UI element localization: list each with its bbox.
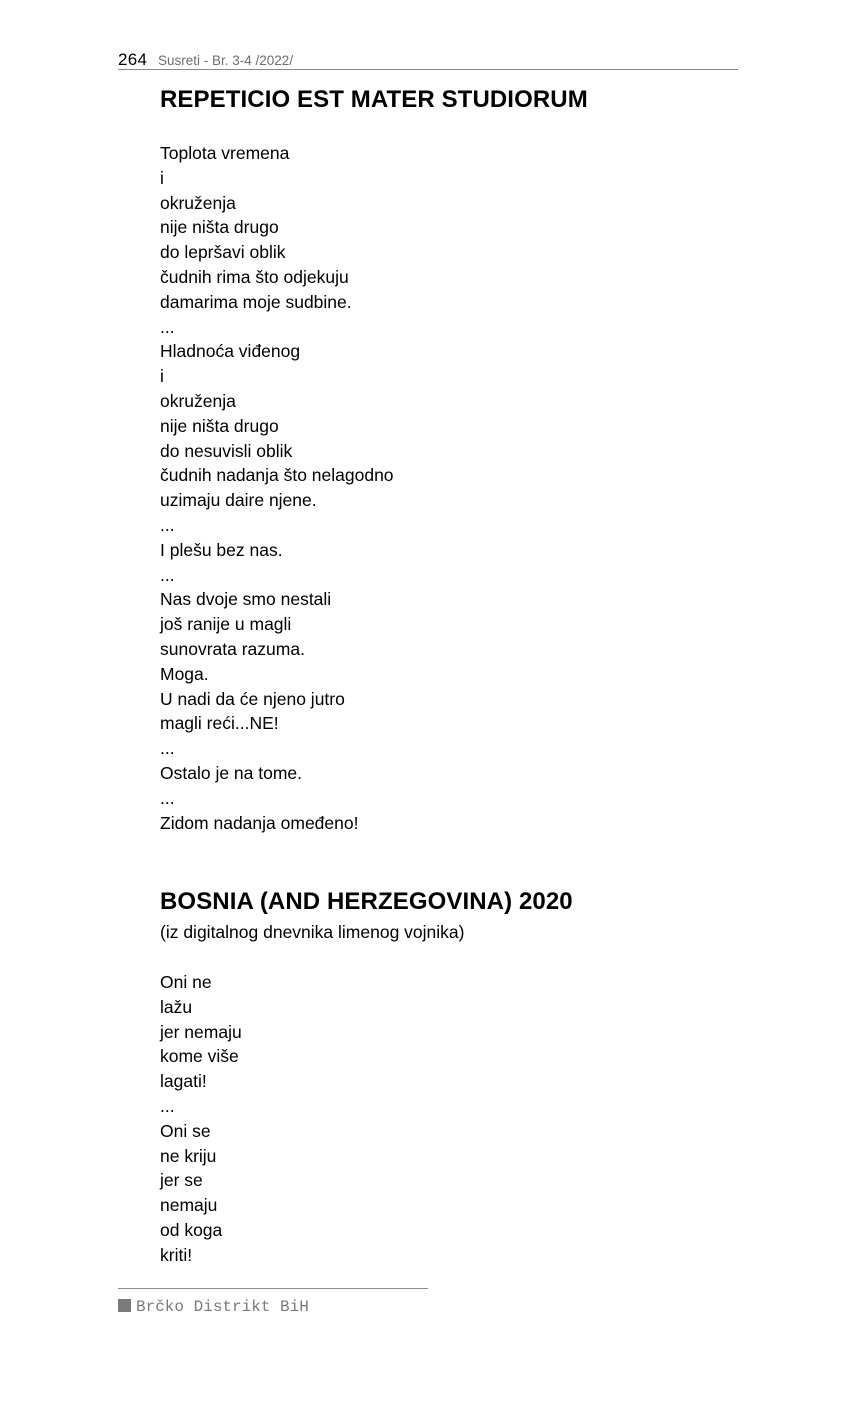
poem-line: ne kriju	[160, 1145, 217, 1166]
poem-line: I plešu bez nas.	[160, 539, 283, 560]
footer	[118, 1298, 309, 1316]
poem-line: kriti!	[160, 1244, 193, 1265]
footer-text: Brčko Distrikt BiH	[136, 1298, 309, 1316]
poem-line: ...	[160, 514, 175, 535]
poem-line: ...	[160, 316, 175, 337]
square-icon	[118, 1299, 131, 1312]
poem-line: nije ništa drugo	[160, 415, 279, 436]
journal-issue: Susreti - Br. 3-4 /2022/	[158, 53, 294, 68]
poem-line: ...	[160, 1095, 175, 1116]
running-header	[118, 50, 738, 70]
poem-line: nemaju	[160, 1195, 218, 1216]
poem-line: Hladnoća viđenog	[160, 341, 301, 362]
poem-line: nije ništa drugo	[160, 217, 279, 238]
poem-line: jer nemaju	[160, 1021, 242, 1042]
poem-line: od koga	[160, 1219, 223, 1240]
poem-line: do lepršavi oblik	[160, 242, 286, 263]
poem-line: Oni se	[160, 1120, 211, 1141]
poem-line: Zidom nadanja omeđeno!	[160, 812, 359, 833]
poem-line: lažu	[160, 996, 193, 1017]
poem-line: čudnih nadanja što nelagodno	[160, 465, 394, 486]
poem-line: damarima moje sudbine.	[160, 291, 352, 312]
poem-line: kome više	[160, 1046, 239, 1067]
poem-line: ...	[160, 738, 175, 759]
poem-line: okruženja	[160, 390, 236, 411]
poem-line: čudnih rima što odjekuju	[160, 266, 349, 287]
poem-line: do nesuvisli oblik	[160, 440, 293, 461]
poem-line: U nadi da će njeno jutro	[160, 688, 345, 709]
poem-line: Moga.	[160, 663, 209, 684]
poem-line: Oni ne	[160, 972, 212, 992]
footer-divider	[118, 1288, 428, 1289]
poem-line: lagati!	[160, 1071, 207, 1092]
poem-line: još ranije u magli	[160, 614, 292, 635]
poem-line: Ostalo je na tome.	[160, 762, 303, 783]
page-number: 264	[118, 50, 148, 69]
poem-2-title: BOSNIA (AND HERZEGOVINA) 2020	[160, 888, 573, 915]
poem-1-title: REPETICIO EST MATER STUDIORUM	[160, 86, 588, 113]
poem-line: okruženja	[160, 192, 236, 213]
poem-line: i	[160, 366, 164, 387]
poem-line: jer se	[160, 1170, 203, 1191]
poem-line: Nas dvoje smo nestali	[160, 589, 332, 610]
poem-line: magli reći...NE!	[160, 713, 279, 734]
poem-line: ...	[160, 564, 175, 585]
poem-line: i	[160, 167, 164, 188]
poem-line: Toplota vremena	[160, 143, 290, 163]
poem-1-body	[160, 141, 394, 835]
poem-line: sunovrata razuma.	[160, 638, 305, 659]
poem-line: ...	[160, 787, 175, 808]
poem-line: uzimaju daire njene.	[160, 490, 317, 511]
poem-2-body	[160, 970, 242, 1268]
poem-2-subtitle: (iz digitalnog dnevnika limenog vojnika)	[160, 922, 465, 942]
